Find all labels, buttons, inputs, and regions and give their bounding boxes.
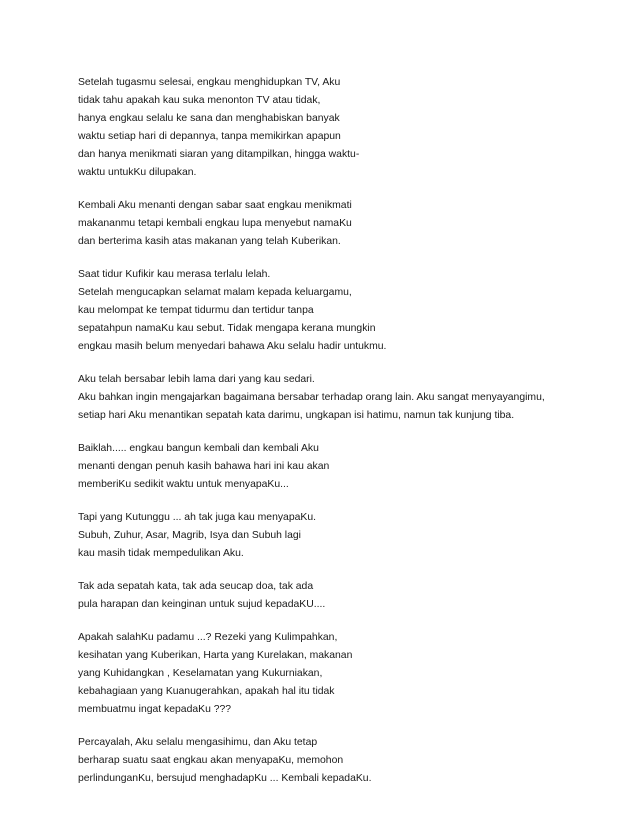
text-line: Subuh, Zuhur, Asar, Magrib, Isya dan Subuh lagi xyxy=(78,530,301,541)
text-line: Baiklah..... engkau bangun kembali dan kembali Aku xyxy=(78,443,319,454)
text-line: kebahagiaan yang Kuanugerahkan, apakah hal itu tidak xyxy=(78,686,335,697)
text-line: Kembali Aku menanti dengan sabar saat engkau menikmati xyxy=(78,200,352,211)
text-line: sepatahpun namaKu kau sebut. Tidak mengapa kerana mungkin xyxy=(78,323,376,334)
text-line: engkau masih belum menyedari bahawa Aku selalu hadir untukmu. xyxy=(78,341,387,352)
paragraph xyxy=(78,74,598,182)
text-line: dan hanya menikmati siaran yang ditampilkan, hingga waktu- xyxy=(78,149,360,160)
text-line: menanti dengan penuh kasih bahawa hari ini kau akan xyxy=(78,461,330,472)
text-line: Aku bahkan ingin mengajarkan bagaimana bersabar terhadap orang lain. Aku sangat menyayangimu, xyxy=(78,392,545,403)
text-line: tidak tahu apakah kau suka menonton TV atau tidak, xyxy=(78,95,321,106)
text-line: yang Kuhidangkan , Keselamatan yang Kukurniakan, xyxy=(78,668,323,679)
paragraph xyxy=(78,734,598,788)
text-line: setiap hari Aku menantikan sepatah kata darimu, ungkapan isi hatimu, namun tak kunjung tiba. xyxy=(78,410,515,421)
text-line: perlindunganKu, bersujud menghadapKu ... Kembali kepadaKu. xyxy=(78,773,372,784)
paragraph xyxy=(78,197,598,251)
text-line: waktu setiap hari di depannya, tanpa memikirkan apapun xyxy=(78,131,341,142)
text-line: hanya engkau selalu ke sana dan menghabiskan banyak xyxy=(78,113,340,124)
text-line: waktu untukKu dilupakan. xyxy=(78,167,197,178)
paragraph xyxy=(78,440,598,494)
text-line: Tak ada sepatah kata, tak ada seucap doa, tak ada xyxy=(78,581,314,592)
paragraph xyxy=(78,266,598,356)
text-line: Setelah mengucapkan selamat malam kepada keluargamu, xyxy=(78,287,352,298)
text-line: Saat tidur Kufikir kau merasa terlalu lelah. xyxy=(78,269,271,280)
text-line: makananmu tetapi kembali engkau lupa menyebut namaKu xyxy=(78,218,352,229)
text-line: Tapi yang Kutunggu ... ah tak juga kau menyapaKu. xyxy=(78,512,316,523)
text-line: Aku telah bersabar lebih lama dari yang kau sedari. xyxy=(78,374,315,385)
text-line: berharap suatu saat engkau akan menyapaKu, memohon xyxy=(78,755,344,766)
text-line: pula harapan dan keinginan untuk sujud kepadaKU.... xyxy=(78,599,326,610)
paragraph xyxy=(78,578,598,614)
text-line: kau melompat ke tempat tidurmu dan tertidur tanpa xyxy=(78,305,314,316)
text-line: Apakah salahKu padamu ...? Rezeki yang Kulimpahkan, xyxy=(78,632,338,643)
paragraph xyxy=(78,629,598,719)
text-line: Percayalah, Aku selalu mengasihimu, dan Aku tetap xyxy=(78,737,318,748)
text-line: kau masih tidak mempedulikan Aku. xyxy=(78,548,244,559)
text-line: dan berterima kasih atas makanan yang telah Kuberikan. xyxy=(78,236,341,247)
text-line: kesihatan yang Kuberikan, Harta yang Kurelakan, makanan xyxy=(78,650,353,661)
text-line: membuatmu ingat kepadaKu ??? xyxy=(78,704,232,715)
document-body xyxy=(78,74,598,803)
paragraph xyxy=(78,509,598,563)
text-line: Setelah tugasmu selesai, engkau menghidupkan TV, Aku xyxy=(78,77,341,88)
paragraph xyxy=(78,371,598,425)
text-line: memberiKu sedikit waktu untuk menyapaKu... xyxy=(78,479,289,490)
